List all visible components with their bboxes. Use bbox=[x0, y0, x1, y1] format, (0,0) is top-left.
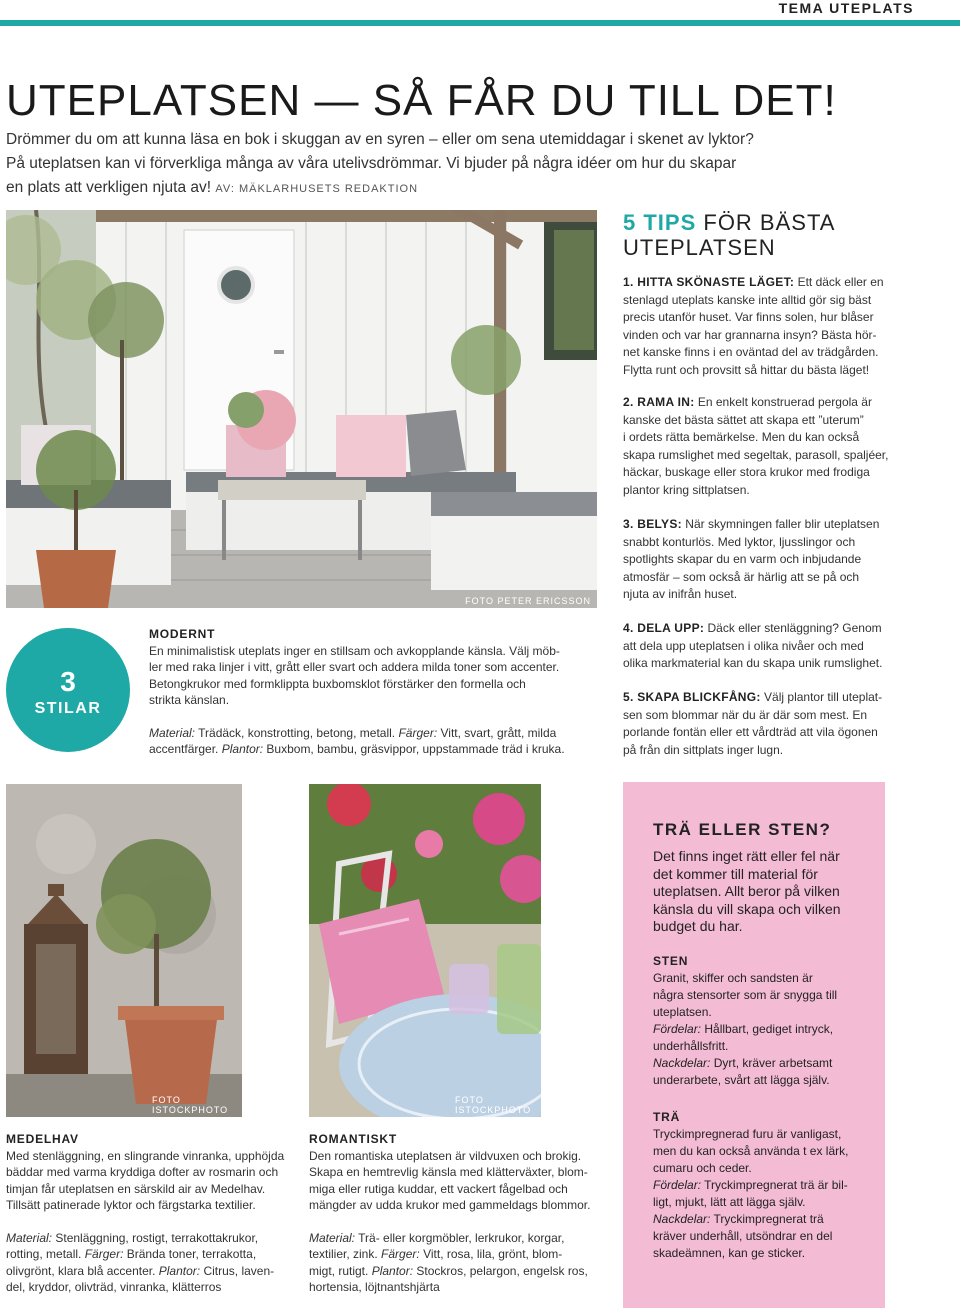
material-value: Stenläggning, rostigt, terrakottakrukor, bbox=[52, 1230, 259, 1245]
top-accent-bar bbox=[0, 20, 960, 26]
badge-label: STILAR bbox=[34, 700, 102, 717]
tip-text: atmosfär – som också är härlig att se på och bbox=[623, 569, 860, 584]
plants-value: Stockros, pelargon, engelsk ros, bbox=[413, 1263, 588, 1278]
tip-text: Flytta runt och provsitt så hittar du bästa läget! bbox=[623, 362, 870, 377]
sidebar-text: kräver underhåll, utsöndrar en del bbox=[653, 1229, 833, 1243]
sidebar-text bbox=[653, 1021, 858, 1038]
intro-line bbox=[6, 176, 806, 201]
style-text: mängder av udda krukor med gammeldags blommor. bbox=[309, 1198, 591, 1212]
sidebar-text: skadeämnen, kan ge sticker. bbox=[653, 1246, 806, 1260]
style-heading: MEDELHAV bbox=[6, 1132, 79, 1146]
sidebar-text: ligt, mjukt, lätt att lägga själv. bbox=[653, 1195, 806, 1209]
style-text: Betongkrukor med formklippta buxbomsklot förstärker den formella och bbox=[149, 676, 526, 691]
sidebar-intro-line: det kommer till material för bbox=[653, 865, 818, 882]
cons-value: Tryckimpregnerat trä bbox=[710, 1212, 824, 1226]
material-label: Material: bbox=[149, 725, 196, 740]
cons-label: Nackdelar: bbox=[653, 1212, 711, 1226]
colors-label: Färger: bbox=[398, 725, 438, 740]
material-value: textilier, zink. bbox=[309, 1247, 378, 1261]
intro-line: Drömmer du om att kunna läsa en bok i skuggan av en syren – eller om sena utemiddagar i skenet av lyktor? bbox=[6, 131, 754, 148]
colors-value: Vitt, svart, grått, milda bbox=[437, 725, 557, 740]
tip-heading: 2. RAMA IN: bbox=[623, 395, 695, 409]
sidebar-intro-line: Det finns inget rätt eller fel när bbox=[653, 848, 840, 864]
sidebar-section-sten bbox=[653, 953, 858, 1089]
tip-text: njuta av inifrån huset. bbox=[623, 587, 738, 601]
tip-text: sen som blommar när du är där som mest. En bbox=[623, 707, 868, 722]
tip-text: snabbt konturlös. Med lyktor, ljusslingor och bbox=[623, 534, 856, 549]
style-details: del, kryddor, olivträd, vinranka, klätterros bbox=[6, 1280, 222, 1294]
tip-item bbox=[623, 620, 893, 673]
tip-text: att dela upp uteplatsen i olika nivåer och med bbox=[623, 638, 864, 653]
style-text: strikta känslan. bbox=[149, 693, 230, 707]
cons-value: Dyrt, kräver arbetsamt bbox=[710, 1056, 833, 1070]
sidebar-text: cumaru och ceder. bbox=[653, 1161, 752, 1175]
tip-item bbox=[623, 516, 893, 604]
tip-text: olika markmaterial kan du skapa unik rumslighet. bbox=[623, 656, 883, 670]
page-title: UTEPLATSEN — SÅ FÅR DU TILL DET! bbox=[6, 76, 837, 125]
material-value: Trädäck, konstrotting, betong, metall. bbox=[195, 725, 396, 740]
tip-text: stenlagd uteplats kanske inte alltid gör sig bäst bbox=[623, 292, 872, 307]
tip-heading: 3. BELYS: bbox=[623, 517, 682, 531]
style-text: timjan får uteplatsen en särskild air av Medelhav. bbox=[6, 1181, 266, 1196]
colors-label: Färger: bbox=[84, 1247, 124, 1261]
plants-label: Plantor: bbox=[158, 1263, 201, 1278]
sidebar-section-tra bbox=[653, 1109, 858, 1262]
photo-credit: FOTO ISTOCKPHOTO bbox=[455, 1095, 532, 1115]
cons-label: Nackdelar: bbox=[653, 1056, 711, 1070]
sidebar-intro bbox=[653, 848, 863, 936]
plants-label: Plantor: bbox=[221, 742, 264, 756]
intro-text bbox=[6, 128, 806, 201]
tip-heading: 4. DELA UPP: bbox=[623, 621, 705, 635]
colors-label: Färger: bbox=[381, 1247, 420, 1261]
colors-value: Brända toner, terrakotta, bbox=[123, 1247, 257, 1261]
styles-badge bbox=[6, 628, 130, 752]
section-tag: TEMA UTEPLATS bbox=[778, 0, 914, 16]
sidebar-section-heading: TRÄ bbox=[653, 1110, 681, 1124]
intro-line: På uteplatsen kan vi förverkliga många av våra utelivsdrömmar. Vi bjuder på några idéer om hur du skapar bbox=[6, 155, 737, 172]
style-romantiskt bbox=[309, 1131, 609, 1296]
colors-value: olivgrönt, klara blå accenter. bbox=[6, 1263, 156, 1278]
tip-text: i ordets rätta bemärkelse. Men du kan också bbox=[623, 430, 860, 444]
style-details bbox=[309, 1263, 609, 1280]
medelhav-photo bbox=[6, 784, 242, 1117]
tip-text: häckar, buskage eller stora krukor med frodiga bbox=[623, 465, 870, 479]
tips-title bbox=[623, 210, 903, 260]
sidebar-intro-line: känsla du vill skapa och vilken bbox=[653, 900, 841, 917]
main-patio-photo bbox=[6, 210, 597, 608]
style-text: bäddar med varma kryddiga dofter av rosmarin och bbox=[6, 1165, 279, 1179]
style-text: Skapa en hemtrevlig känsla med klätterväxter, blom- bbox=[309, 1165, 588, 1179]
tip-item bbox=[623, 394, 893, 499]
sidebar-text: några stensorter som är snygga till bbox=[653, 988, 838, 1002]
sidebar-text bbox=[653, 1177, 858, 1194]
tip-text: Ett däck eller en bbox=[797, 275, 884, 289]
style-heading: MODERNT bbox=[149, 627, 216, 641]
tip-text: precis utanför huset. Var finns solen, hur blåser bbox=[623, 310, 874, 324]
tip-text: När skymningen faller blir uteplatsen bbox=[685, 517, 880, 531]
sidebar-text bbox=[653, 1055, 858, 1072]
tip-item bbox=[623, 689, 893, 759]
tips-title-accent: 5 TIPS bbox=[623, 210, 697, 235]
sidebar-title: TRÄ ELLER STEN? bbox=[653, 820, 832, 839]
pros-value: Hållbart, gediget intryck, bbox=[701, 1022, 834, 1036]
romantiskt-photo bbox=[309, 784, 541, 1117]
colors-value: Vitt, rosa, lila, grönt, blom- bbox=[419, 1247, 563, 1261]
style-details bbox=[6, 1263, 296, 1280]
style-text: En minimalistisk uteplats inger en stillsam och avkopplande känsla. Välj möb- bbox=[149, 643, 560, 658]
tip-text: porlande fontän eller ett vårdträd att vila ögonen bbox=[623, 725, 878, 739]
photo-credit: FOTO PETER ERICSSON bbox=[465, 596, 591, 606]
intro-line-text: en plats att verkligen njuta av! bbox=[6, 179, 212, 196]
pros-value: Tryckimpregnerat trä är bil- bbox=[701, 1178, 848, 1192]
tip-text: kanske det bästa sättet att skapa ett ”uterum” bbox=[623, 412, 864, 427]
plants-value: Citrus, laven- bbox=[200, 1263, 275, 1278]
style-text: Tillsätt patinerade lyktor och färgstarka textilier. bbox=[6, 1198, 256, 1212]
plants-label: Plantor: bbox=[371, 1263, 414, 1278]
style-details bbox=[6, 1230, 296, 1247]
style-details bbox=[6, 1246, 296, 1263]
tip-text: skapa rumslighet med segeltak, parasoll, spaljéer, bbox=[623, 447, 889, 462]
sidebar-intro-line: uteplatsen. Allt beror på vilken bbox=[653, 883, 840, 899]
tip-heading: 5. SKAPA BLICKFÅNG: bbox=[623, 690, 761, 704]
tip-text: Däck eller stenläggning? Genom bbox=[707, 621, 882, 635]
sidebar-text: Granit, skiffer och sandsten är bbox=[653, 971, 813, 985]
tips-title-line2: UTEPLATSEN bbox=[623, 235, 776, 260]
style-medelhav bbox=[6, 1131, 296, 1296]
colors-value: migt, rutigt. bbox=[309, 1263, 369, 1278]
sidebar-text: underhållsfritt. bbox=[653, 1039, 729, 1053]
sidebar-text: underarbete, svårt att lägga själv. bbox=[653, 1073, 830, 1087]
badge-number: 3 bbox=[60, 666, 76, 697]
style-text: Med stenläggning, en slingrande vinranka, upphöjda bbox=[6, 1148, 285, 1163]
sidebar-section-heading: STEN bbox=[653, 954, 689, 968]
tip-heading: 1. HITTA SKÖNASTE LÄGET: bbox=[623, 275, 795, 289]
material-value: rotting, metall. bbox=[6, 1247, 82, 1261]
style-details: hortensia, löjtnantshjärta bbox=[309, 1280, 440, 1294]
style-text: ler med raka linjer i vitt, grått eller svart och addera milda toner som accenter. bbox=[149, 660, 560, 674]
tips-title-text: FÖR BÄSTA bbox=[703, 210, 836, 235]
style-text: miga eller rutiga kuddar, ett vackert fågelbad och bbox=[309, 1181, 568, 1196]
sidebar-text: uteplatsen. bbox=[653, 1005, 712, 1019]
sidebar-text: men du kan också använda t ex lärk, bbox=[653, 1144, 849, 1158]
style-text: Den romantiska uteplatsen är vildvuxen och brokig. bbox=[309, 1148, 582, 1163]
material-value: Trä- eller korgmöbler, lerkrukor, korgar, bbox=[355, 1230, 565, 1245]
sidebar-intro-line: budget du har. bbox=[653, 918, 743, 934]
pros-label: Fördelar: bbox=[653, 1022, 702, 1036]
tip-text: på från din sittplats inger lugn. bbox=[623, 742, 784, 757]
style-details bbox=[149, 725, 589, 742]
style-details bbox=[309, 1246, 609, 1263]
style-details bbox=[149, 741, 589, 758]
material-label: Material: bbox=[309, 1230, 356, 1245]
tip-text: En enkelt konstruerad pergola är bbox=[697, 395, 872, 409]
sidebar-text bbox=[653, 1211, 858, 1228]
sidebar-text: Tryckimpregnerad furu är vanligast, bbox=[653, 1127, 842, 1141]
material-label: Material: bbox=[6, 1230, 53, 1245]
photo-credit: FOTO ISTOCKPHOTO bbox=[152, 1095, 229, 1115]
plants-value: Buxbom, bambu, gräsvippor, uppstammade träd i kruka. bbox=[263, 742, 565, 756]
style-heading: ROMANTISKT bbox=[309, 1132, 397, 1146]
style-modernt bbox=[149, 626, 589, 758]
tip-text: spotlights skapar du en varm och inbjudande bbox=[623, 552, 862, 566]
tip-text: vinden och var har grannarna insyn? Bästa hör- bbox=[623, 327, 877, 342]
colors-value: accentfärger. bbox=[149, 742, 219, 756]
tip-text: net kanske finns i en oväntad del av trädgården. bbox=[623, 345, 879, 359]
tip-text: plantor kring sittplatsen. bbox=[623, 482, 750, 497]
tip-text: Välj plantor till uteplat- bbox=[764, 690, 883, 704]
style-details bbox=[309, 1230, 609, 1247]
byline: AV: MÄKLARHUSETS REDAKTION bbox=[215, 183, 419, 195]
tip-item bbox=[623, 274, 893, 379]
pros-label: Fördelar: bbox=[653, 1178, 702, 1192]
